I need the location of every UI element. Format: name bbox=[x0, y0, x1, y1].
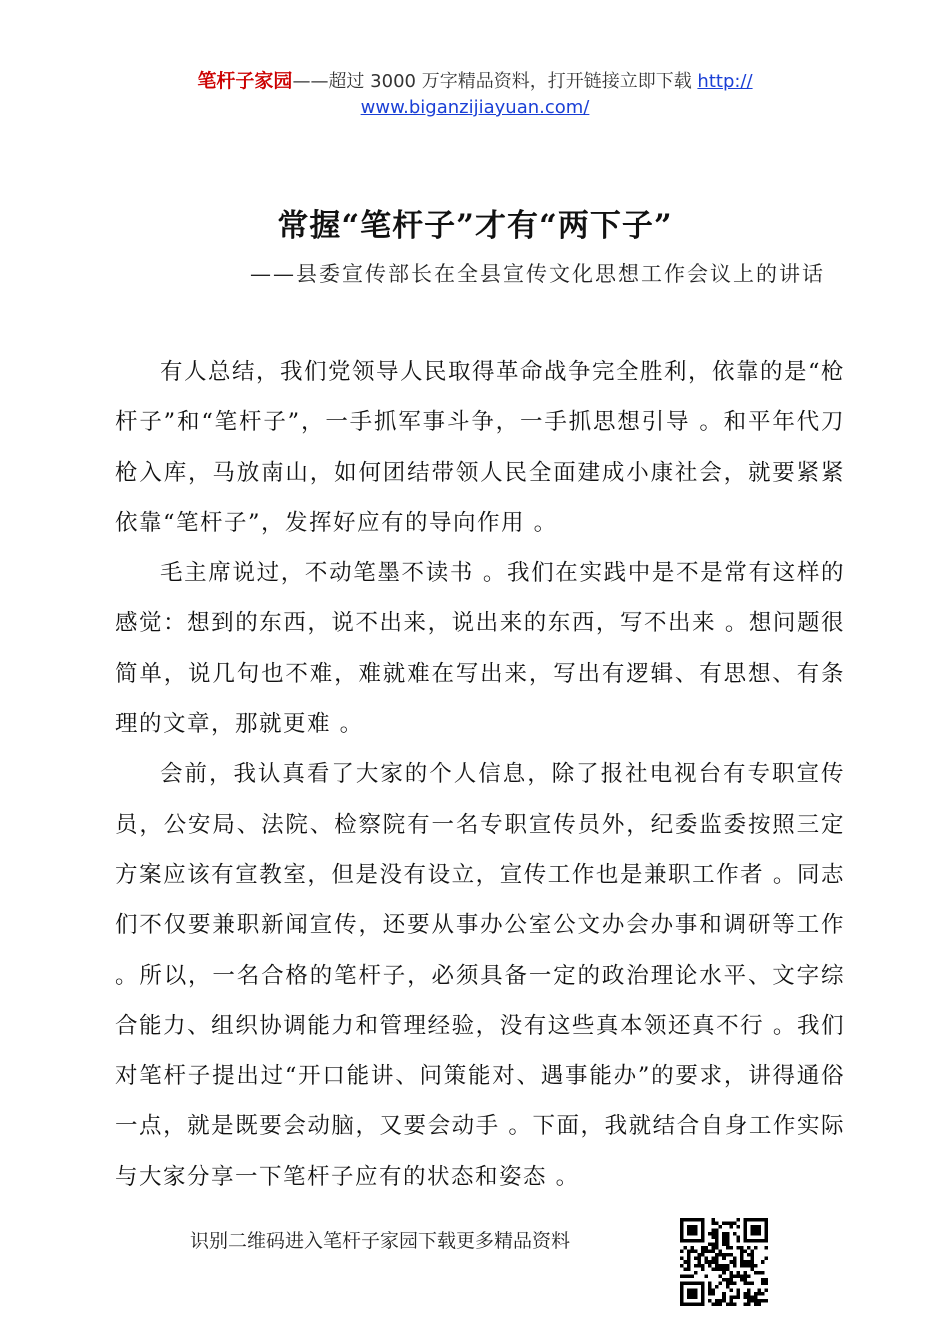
download-link[interactable]: www.biganzijiayuan.com/ bbox=[360, 97, 590, 118]
header-line-1 bbox=[0, 68, 950, 95]
header-line-2 bbox=[0, 95, 950, 121]
document-body bbox=[115, 347, 845, 1202]
brand-name: 笔杆子家园 bbox=[197, 70, 293, 92]
paragraph: 毛主席说过，不动笔墨不读书 。我们在实践中是不是常有这样的感觉：想到的东西，说不出来，说出来的东西，写不出来 。想问题很简单，说几句也不难，难就难在写出来，写出有逻辑、有思想、有条理的文章，那就更难 。 bbox=[115, 560, 845, 738]
document-title: 常握“笔杆子”才有“两下子” bbox=[277, 208, 673, 244]
paragraph: 会前，我认真看了大家的个人信息，除了报社电视台有专职宣传员，公安局、法院、检察院有一名专职宣传员外，纪委监委按照三定方案应该有宣教室，但是没有设立，宣传工作也是兼职工作者 。同志们不仅要兼职新闻宣传，还要从事办公室公文办会办事和调研等工作 。所以，一名合格的笔杆子，必须具备一定的政治理论水平、文字综合能力、组织协调能力和管理经验，没有这些真本领还真不行 。我们对笔杆子提出过“开口能讲、问策能对、遇事能办”的要求，讲得通俗一点，就是既要会动脑，又要会动手 。下面，我就结合自身工作实际与大家分享一下笔杆子应有的状态和姿态 。 bbox=[115, 761, 845, 1190]
header-tagline: ——超过 3000 万字精品资料，打开链接立即下载 bbox=[292, 71, 698, 92]
paragraph: 有人总结，我们党领导人民取得革命战争完全胜利，依靠的是“枪杆子”和“笔杆子”，一手抓军事斗争，一手抓思想引导 。和平年代刀枪入库，马放南山，如何团结带领人民全面建成小康社会，就要紧紧依靠“笔杆子”，发挥好应有的导向作用 。 bbox=[115, 359, 846, 536]
qr-code-icon[interactable] bbox=[680, 1218, 768, 1306]
document-subtitle: ——县委宣传部长在全县宣传文化思想工作会议上的讲话 bbox=[250, 262, 825, 286]
page-header bbox=[0, 68, 950, 121]
qr-prompt: 识别二维码进入笔杆子家园下载更多精品资料 bbox=[190, 1230, 571, 1252]
download-link-start[interactable]: http:// bbox=[697, 71, 753, 92]
